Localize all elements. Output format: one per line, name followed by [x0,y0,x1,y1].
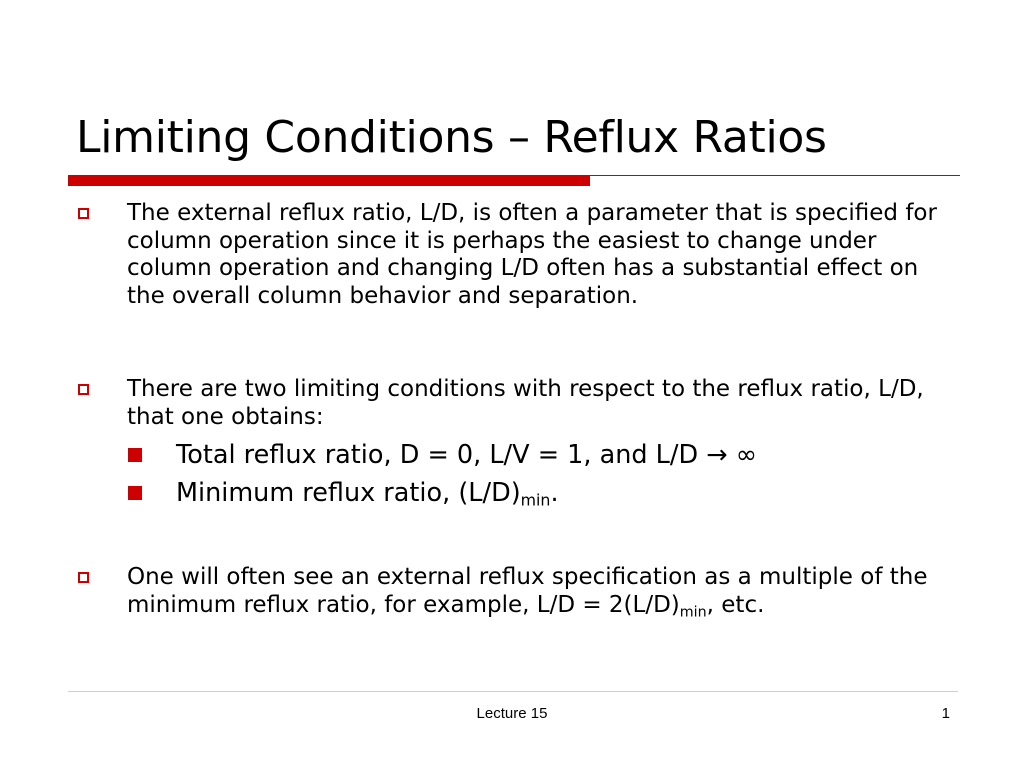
slide-title: Limiting Conditions – Reflux Ratios [76,112,827,163]
hollow-square-bullet-icon [78,572,89,583]
title-underline-thick [68,175,590,186]
bullet-2-text: There are two limiting conditions with respect to the reflux ratio, L/D, that one obtains: [127,376,924,430]
bullet-3-suffix: , etc. [706,591,765,618]
footer-lecture-label: Lecture 15 [476,705,548,722]
title-underline-thin [590,175,960,176]
bullet-3-subscript: min [679,603,707,620]
subbullet-2-main: Minimum reflux ratio, (L/D) [176,478,521,508]
bullet-3-main: One will often see an external reflux specification as a multiple of the minimum reflux ratio, for example, L/D = 2(L/D) [127,564,928,618]
subbullet-2-suffix: . [550,478,559,508]
hollow-square-bullet-icon [78,208,89,219]
bullet-3-text [127,564,957,619]
subbullet-1-text: Total reflux ratio, D = 0, L/V = 1, and L/D → ∞ [176,440,757,470]
filled-square-bullet-icon [128,486,142,500]
subbullet-2-text [176,475,956,511]
filled-square-bullet-icon [128,448,142,462]
hollow-square-bullet-icon [78,384,89,395]
bullet-1-text: The external reflux ratio, L/D, is often a parameter that is specified for column operation since it is perhaps the easiest to change under column operation and changing L/D often has a substantial effect on the overall column behavior and separation. [127,200,937,309]
footer-divider [68,691,958,692]
page-number: 1 [941,705,950,722]
subbullet-2-subscript: min [520,490,551,510]
